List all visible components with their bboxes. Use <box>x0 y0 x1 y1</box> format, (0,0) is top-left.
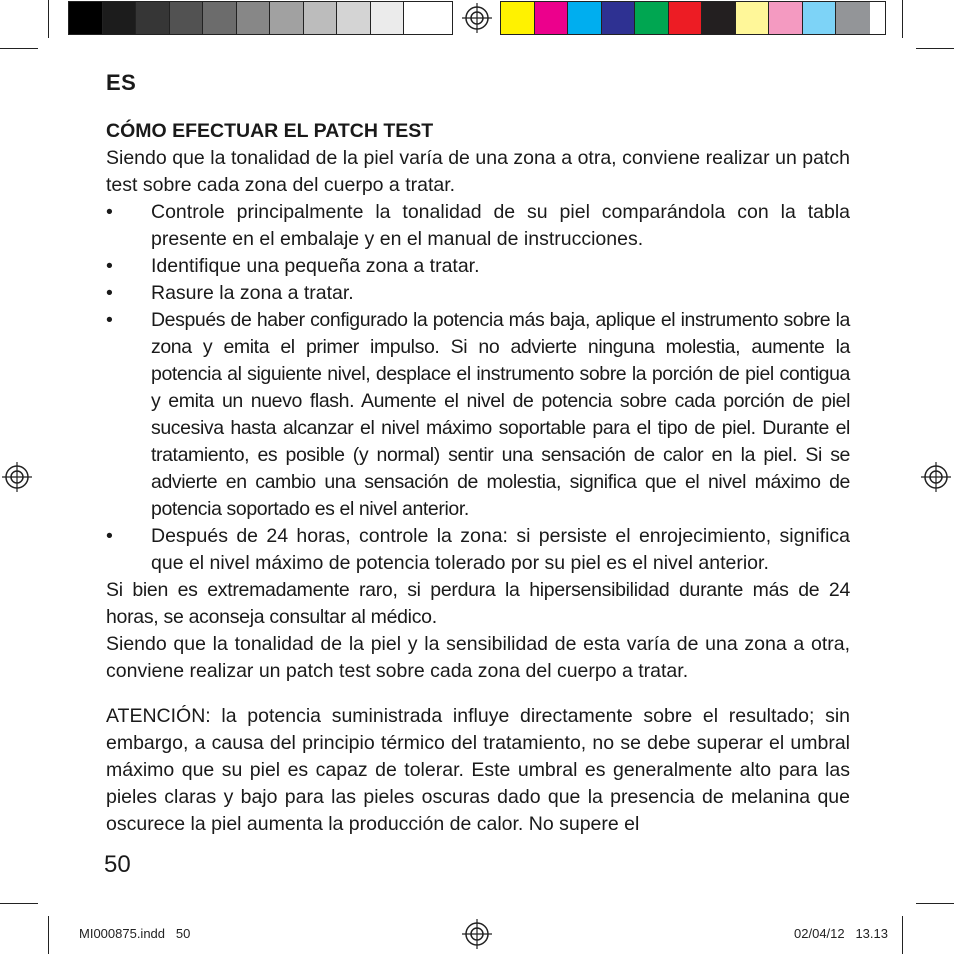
color-swatch-4 <box>602 2 636 34</box>
bullet-icon: • <box>106 525 113 547</box>
crop-mark-top-right-v <box>902 0 903 38</box>
document-body <box>106 118 850 838</box>
list-item-text: Después de haber configurado la potencia más baja, aplique el instrumento sobre la zona y emita el primer impulso. Si no advierte ninguna molestia, aumente la potencia al siguiente nivel, desplace el instrumento sobre la porción de piel contigua y emita un nuevo flash. Aumente el nivel de potencia sobre cada porción de piel sucesiva hasta alcanzar el nivel máximo soportable para el tipo de piel. Durante el tratamiento, es posible (y normal) sentir una sensación de calor en la piel. Si se advierte en cambio una sensación de molestia, significa que el nivel máximo de potencia soportado es el nivel anterior. <box>151 309 850 520</box>
gray-swatch-4 <box>170 2 204 34</box>
page-number: 50 <box>104 851 131 878</box>
list-item <box>106 307 850 523</box>
list-item <box>106 253 850 280</box>
gray-swatch-7 <box>270 2 304 34</box>
color-swatch-2 <box>535 2 569 34</box>
color-swatch-7 <box>702 2 736 34</box>
crop-mark-bottom-left-v <box>48 916 49 954</box>
doctor-advice-paragraph: Si bien es extremadamente raro, si perdura la hipersensibilidad durante más de 24 horas, se aconseja consultar al médico. <box>106 579 850 628</box>
gray-swatch-8 <box>304 2 338 34</box>
gray-swatch-9 <box>337 2 371 34</box>
list-item-text: Identifique una pequeña zona a tratar. <box>151 255 480 277</box>
language-tag: ES <box>106 70 137 95</box>
list-item <box>106 280 850 307</box>
instruction-list <box>106 199 850 577</box>
section-heading: CÓMO EFECTUAR EL PATCH TEST <box>106 120 434 142</box>
registration-mark-bottom-icon <box>462 919 492 949</box>
color-swatch-8 <box>736 2 770 34</box>
gray-swatch-1 <box>69 2 103 34</box>
slug-date-time: 02/04/12 13.13 <box>794 926 888 941</box>
crop-mark-top-right-h <box>916 48 954 49</box>
bullet-icon: • <box>106 282 113 304</box>
color-swatch-1 <box>501 2 535 34</box>
gray-swatch-6 <box>237 2 271 34</box>
list-item-text: Después de 24 horas, controle la zona: si persiste el enrojecimiento, significa que el nivel máximo de potencia tolerado por su piel es el nivel anterior. <box>151 525 850 574</box>
registration-mark-top-icon <box>462 3 492 33</box>
list-item <box>106 523 850 577</box>
crop-mark-top-left-v <box>48 0 49 38</box>
color-swatch-11 <box>836 2 870 34</box>
registration-mark-left-icon <box>2 462 32 492</box>
grayscale-color-bar <box>68 1 453 35</box>
bullet-icon: • <box>106 309 113 331</box>
bullet-icon: • <box>106 255 113 277</box>
repeat-advice-paragraph: Siendo que la tonalidad de la piel y la sensibilidad de esta varía de una zona a otra, conviene realizar un patch test sobre cada zona del cuerpo a tratar. <box>106 633 850 682</box>
bullet-icon: • <box>106 201 113 223</box>
color-swatch-10 <box>803 2 837 34</box>
gray-swatch-2 <box>103 2 137 34</box>
list-item-text: Rasure la zona a tratar. <box>151 282 354 304</box>
gray-swatch-3 <box>136 2 170 34</box>
gray-swatch-11 <box>404 2 438 34</box>
crop-mark-bottom-left-h <box>0 903 38 904</box>
list-item <box>106 199 850 253</box>
crop-mark-bottom-right-h <box>916 903 954 904</box>
color-swatch-6 <box>669 2 703 34</box>
paragraph-spacer <box>106 685 850 703</box>
intro-paragraph: Siendo que la tonalidad de la piel varía de una zona a otra, conviene realizar un patch test sobre cada zona del cuerpo a tratar. <box>106 147 850 196</box>
color-swatch-9 <box>769 2 803 34</box>
gray-swatch-5 <box>203 2 237 34</box>
attention-paragraph: ATENCIÓN: la potencia suministrada influye directamente sobre el resultado; sin embargo, a causa del principio térmico del tratamiento, no se debe superar el umbral máximo que su piel es capaz de tolerar. Este umbral es generalmente alto para las pieles claras y bajo para las pieles oscuras dado que la presencia de melanina que oscurece la piel aumenta la producción de calor. No supere el <box>106 705 850 835</box>
gray-swatch-10 <box>371 2 405 34</box>
color-swatch-3 <box>568 2 602 34</box>
process-color-bar <box>500 1 886 35</box>
crop-mark-top-left-h <box>0 48 38 49</box>
slug-file-info: MI000875.indd 50 <box>79 926 191 941</box>
registration-mark-right-icon <box>921 462 951 492</box>
color-swatch-5 <box>635 2 669 34</box>
crop-mark-bottom-right-v <box>902 916 903 954</box>
list-item-text: Controle principalmente la tonalidad de su piel comparándola con la tabla presente en el embalaje y en el manual de instrucciones. <box>151 201 850 250</box>
